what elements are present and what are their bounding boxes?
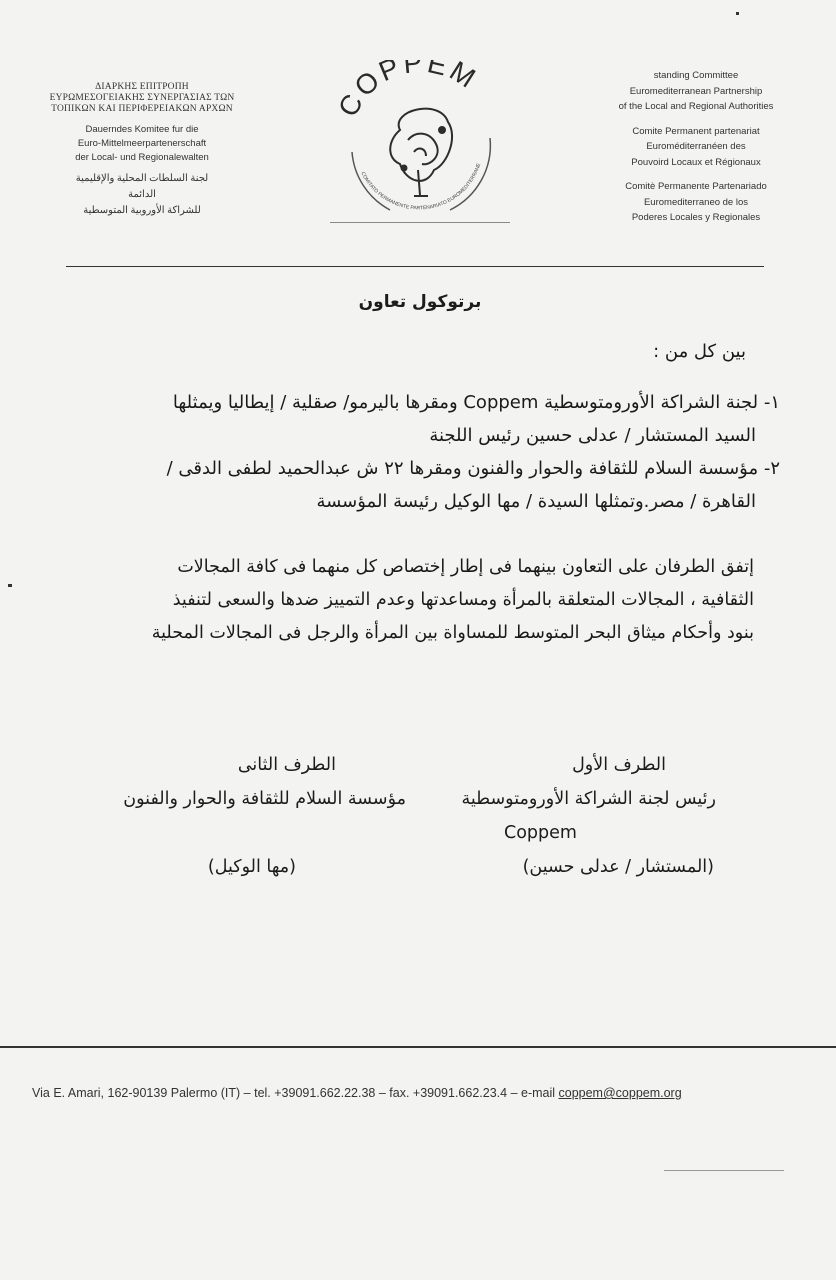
scan-speck bbox=[8, 584, 12, 587]
letterhead-left bbox=[28, 82, 256, 219]
arabic-letterhead-line: لجنة السلطات المحلية والإقليمية bbox=[75, 173, 209, 184]
footer-address: Via E. Amari, 162-90139 Palermo (IT) – tel. +39091.662.22.38 – fax. +39091.662.23.4 – e-mail bbox=[32, 1086, 559, 1100]
signature-title: مؤسسة السلام للثقافة والحوار والفنون bbox=[123, 789, 406, 809]
logo-ring-text: COMITATO PERMANENTE PARTENARIATO EUROMEDITERRANE bbox=[359, 162, 483, 212]
footer-email-link[interactable]: coppem@coppem.org bbox=[558, 1086, 682, 1100]
agreement-line: بنود وأحكام ميثاق البحر المتوسط للمساواة بين المرأة والرجل فى المجالات المحلية bbox=[151, 623, 754, 643]
footer-divider bbox=[0, 1046, 836, 1048]
signature-title: رئيس لجنة الشراكة الأورومتوسطية bbox=[461, 789, 716, 809]
arabic-letterhead-line: للشراكة الأوروبية المتوسطية bbox=[83, 205, 201, 216]
signature-heading: الطرف الثانى bbox=[237, 755, 336, 775]
english-line: of the Local and Regional Authorities bbox=[618, 101, 774, 112]
german-line: Dauerndes Komitee fur die bbox=[85, 124, 199, 135]
spanish-line: Poderes Locales y Regionales bbox=[631, 212, 761, 223]
agreement-paragraph bbox=[94, 551, 754, 650]
spanish-line: Euromediterraneo de los bbox=[643, 196, 749, 208]
signature-name: (مها الوكيل) bbox=[207, 857, 296, 877]
english-block bbox=[596, 68, 796, 115]
french-line: Pouvoird Locaux et Régionaux bbox=[631, 156, 761, 168]
party-item-line: ٢- مؤسسة السلام للثقافة والحوار والفنون ومقرها ٢٢ ش عبدالحميد لطفى الدقى / bbox=[166, 458, 780, 479]
scan-speck bbox=[736, 12, 739, 15]
signature-block-second bbox=[106, 748, 406, 884]
footer-contact bbox=[32, 1086, 812, 1100]
arabic-letterhead-block bbox=[28, 171, 256, 219]
header-divider bbox=[66, 266, 764, 267]
english-line: Euromediterranean Partnership bbox=[629, 85, 763, 97]
logo-underline bbox=[330, 222, 510, 223]
party-item-line: السيد المستشار / عدلى حسين رئيس اللجنة bbox=[429, 425, 756, 446]
greek-line: ΔΙΑΡΚΗΣ ΕΠΙΤΡΟΠΗ bbox=[95, 82, 189, 92]
signature-block-first bbox=[416, 748, 716, 884]
party-item-line: ١- لجنة الشراكة الأورومتوسطية Coppem ومقرها باليرمو/ صقلية / إيطاليا ويمثلها bbox=[172, 392, 780, 413]
german-line: der Local- und Regionalewalten bbox=[75, 152, 209, 163]
spanish-block bbox=[596, 179, 796, 226]
arabic-letterhead-line: الدائمة bbox=[128, 189, 156, 200]
greek-line: ΕΥΡΩΜΕΣΟΓΕΙΑΚΗΣ ΣΥΝΕΡΓΑΣΙΑΣ ΤΩΝ bbox=[49, 93, 235, 103]
german-line: Euro-Mittelmeerpartenerschaft bbox=[77, 138, 207, 149]
letterhead-right bbox=[596, 68, 796, 235]
english-line: standing Committee bbox=[653, 70, 739, 81]
coppem-logo bbox=[330, 60, 510, 230]
agreement-line: إتفق الطرفان على التعاون بينهما فى إطار إختصاص كل منهما فى كافة المجالات bbox=[177, 557, 754, 577]
logo-wordmark: COPPEM bbox=[332, 60, 484, 122]
agreement-line: الثقافية ، المجالات المتعلقة بالمرأة ومساعدتها وعدم التمييز ضدها والسعى لتنفيذ bbox=[172, 590, 754, 610]
party-item-1 bbox=[80, 386, 780, 452]
coppem-logo-graphic bbox=[330, 60, 510, 230]
parties-intro: بين كل من : bbox=[653, 341, 746, 362]
signature-org: Coppem bbox=[504, 823, 577, 843]
french-block bbox=[596, 124, 796, 171]
party-item-line: القاهرة / مصر.وتمثلها السيدة / مها الوكيل رئيسة المؤسسة bbox=[316, 491, 756, 512]
greek-line: ΤΟΠΙΚΩΝ ΚΑΙ ΠΕΡΙΦΕΡΕΙΑΚΩΝ ΑΡΧΩΝ bbox=[51, 104, 233, 114]
scan-line-artifact bbox=[664, 1170, 784, 1171]
french-line: Euroméditerranéen des bbox=[646, 141, 746, 152]
signature-name: (المستشار / عدلى حسين) bbox=[522, 857, 714, 877]
signature-heading: الطرف الأول bbox=[572, 755, 666, 775]
french-line: Comite Permanent partenariat bbox=[632, 125, 760, 137]
spanish-line: Comitè Permanente Partenariado bbox=[625, 181, 767, 192]
olive-figure-icon bbox=[390, 109, 452, 196]
document-title: برتوكول تعاون bbox=[358, 292, 482, 312]
german-block bbox=[28, 123, 256, 165]
party-item-2 bbox=[80, 452, 780, 518]
